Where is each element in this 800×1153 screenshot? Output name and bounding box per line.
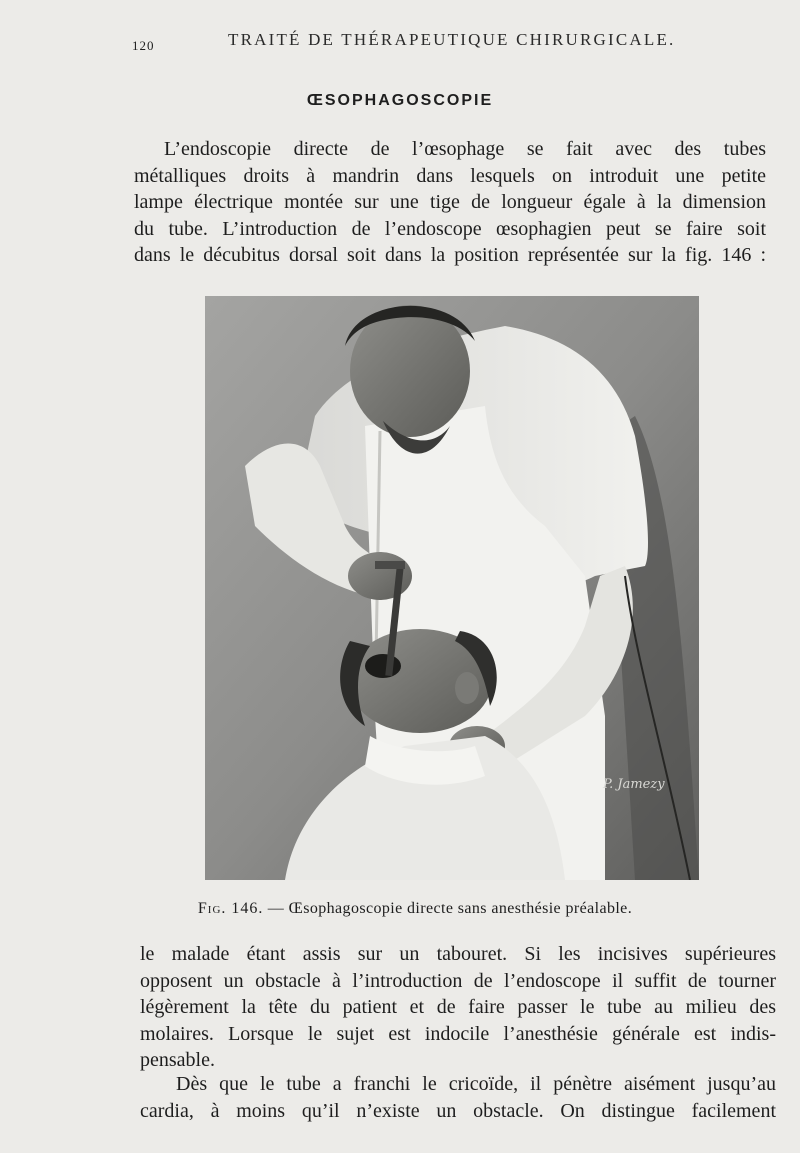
- figure-caption: [0, 900, 800, 918]
- text-line: dans le décubitus dorsal soit dans la position représentée sur la fig. 146 :: [134, 244, 766, 266]
- text-line: métalliques droits à mandrin dans lesquels on introduit une petite: [134, 164, 766, 187]
- text-line: le malade étant assis sur un tabouret. Si les incisives supérieures: [140, 943, 776, 965]
- text-line: L’endoscopie directe de l’œsophage se fait avec des tubes: [164, 138, 766, 160]
- text-line: opposent un obstacle à l’introduction de l’endoscope il suffit de tourner: [140, 969, 776, 992]
- figure-label: Fig. 146.: [197, 900, 264, 917]
- text-line: lampe électrique montée sur une tige de longueur égale à la dimension: [134, 191, 766, 213]
- text-line: cardia, à moins qu’il n’existe un obstacle. On distingue facilement: [140, 1099, 776, 1122]
- photographer-signature: P. Jamezy: [603, 777, 665, 792]
- text-line: légèrement la tête du patient et de faire passer le tube au milieu des: [140, 996, 776, 1018]
- page-number: 120: [132, 38, 155, 53]
- text-line: du tube. L’introduction de l’endoscope œsophagien peut se faire soit: [134, 217, 766, 240]
- running-title: TRAITÉ DE THÉRAPEUTIQUE CHIRURGICALE.: [228, 30, 676, 49]
- section-title: ŒSOPHAGOSCOPIE: [306, 92, 494, 109]
- photograph-esophagoscopy: [205, 296, 699, 880]
- text-line: Dès que le tube a franchi le cricoïde, il pénètre aisément jusqu’au: [176, 1073, 776, 1095]
- paragraph-intro: [134, 136, 766, 269]
- paragraph-next: [140, 1071, 776, 1124]
- figure-caption-text: — Œsophagoscopie directe sans anesthésie préalable.: [263, 900, 633, 917]
- paragraph-continuation: [140, 941, 776, 1074]
- text-line: molaires. Lorsque le sujet est indocile l’anesthésie générale est indis-: [140, 1022, 776, 1045]
- text-line: pensable.: [140, 1049, 215, 1071]
